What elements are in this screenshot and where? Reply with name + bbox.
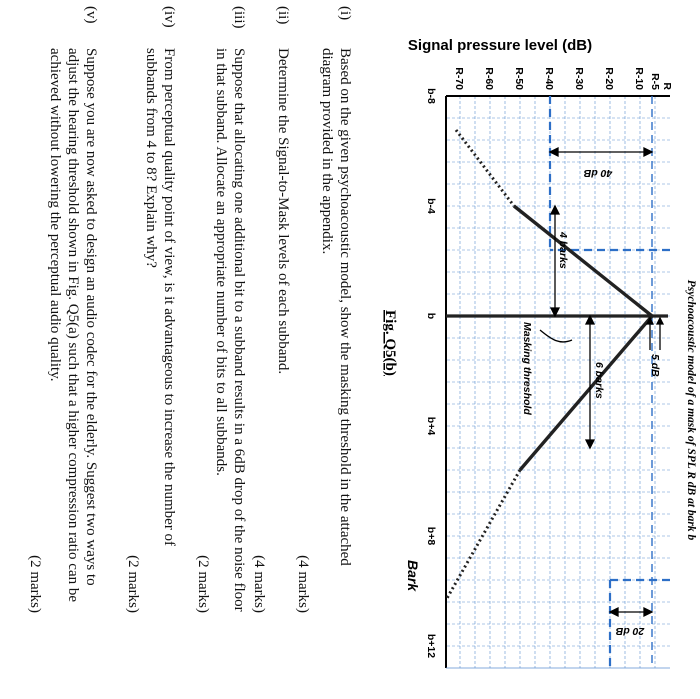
grid xyxy=(446,96,670,668)
question-i-marks: (4 marks) xyxy=(295,555,311,613)
x-tick-b+8: b+8 xyxy=(425,526,437,546)
label-4-barks: 4 barks xyxy=(557,232,569,269)
x-tick-b-4: b-4 xyxy=(425,198,437,214)
psychoacoustic-figure xyxy=(380,0,700,699)
y-tick-r-30: R-30 xyxy=(573,67,585,90)
question-iv-number: (iv) xyxy=(161,6,177,28)
y-tick-r-5: R-5 xyxy=(649,73,661,90)
question-ii-marks: (4 marks) xyxy=(251,555,267,613)
x-tick-b+4: b+4 xyxy=(425,416,437,436)
y-tick-r-50: R-50 xyxy=(513,67,525,90)
question-v-marks: (2 marks) xyxy=(27,555,43,613)
question-iv-text: From perceptual quality point of view, is it advantageous to increase the number of subbands from 4 to 8? Explain why? xyxy=(143,48,177,547)
label-masking-threshold: Masking threshold xyxy=(521,322,533,415)
question-iii-marks: (2 marks) xyxy=(195,555,211,613)
x-tick-labels xyxy=(425,88,437,658)
figure-caption: Fig. Q5(b) xyxy=(382,310,398,376)
question-v-number: (v) xyxy=(83,6,99,24)
y-tick-r-10: R-10 xyxy=(633,67,645,90)
question-iii-text: Suppose that allocating one additional bit to a subband results in a 6dB drop of the noise floor in that subband. Allocate an appropriate number of bits to all subbands. xyxy=(213,48,247,612)
figure-title: Psychoacoustic model of a mask of SPL R dB at bark b xyxy=(685,279,697,541)
question-ii-number: (ii) xyxy=(275,6,291,25)
label-40-db: 40 dB xyxy=(583,167,613,179)
question-iii-number: (iii) xyxy=(231,6,247,29)
y-tick-r: R xyxy=(661,82,673,90)
question-i-text: Based on the given psychoacoustic model, show the masking threshold in the attached diagram provided in the appendix. xyxy=(319,48,353,566)
x-tick-b+12: b+12 xyxy=(425,633,437,659)
question-ii-text: Determine the Signal-to-Mask levels of each subband. xyxy=(275,48,291,375)
y-tick-r-20: R-20 xyxy=(603,67,615,90)
y-tick-labels xyxy=(453,67,673,90)
question-v-text: Suppose you are now asked to design an audio codec for the elderly. Suggest two ways to adjust the hearing threshold shown in Fig. Q5(a) such that a higher compression ratio can be achieved without lowering the perceptual audio quality. xyxy=(47,48,99,603)
y-tick-r-70: R-70 xyxy=(453,67,465,90)
question-iv-marks: (2 marks) xyxy=(125,555,141,613)
y-tick-r-60: R-60 xyxy=(483,67,495,90)
y-axis-label: Signal pressure level (dB) xyxy=(407,37,593,54)
question-i-number: (i) xyxy=(337,6,353,21)
masker-and-threshold xyxy=(446,130,668,600)
x-tick-b-8: b-8 xyxy=(425,88,437,104)
label-6-barks: 6 barks xyxy=(593,362,605,399)
y-tick-r-40: R-40 xyxy=(543,67,555,90)
label-20-db: 20 dB xyxy=(615,625,645,637)
x-axis-label: Bark xyxy=(405,560,421,592)
label-5-db: 5 dB xyxy=(649,354,661,377)
x-tick-b: b xyxy=(425,312,437,320)
